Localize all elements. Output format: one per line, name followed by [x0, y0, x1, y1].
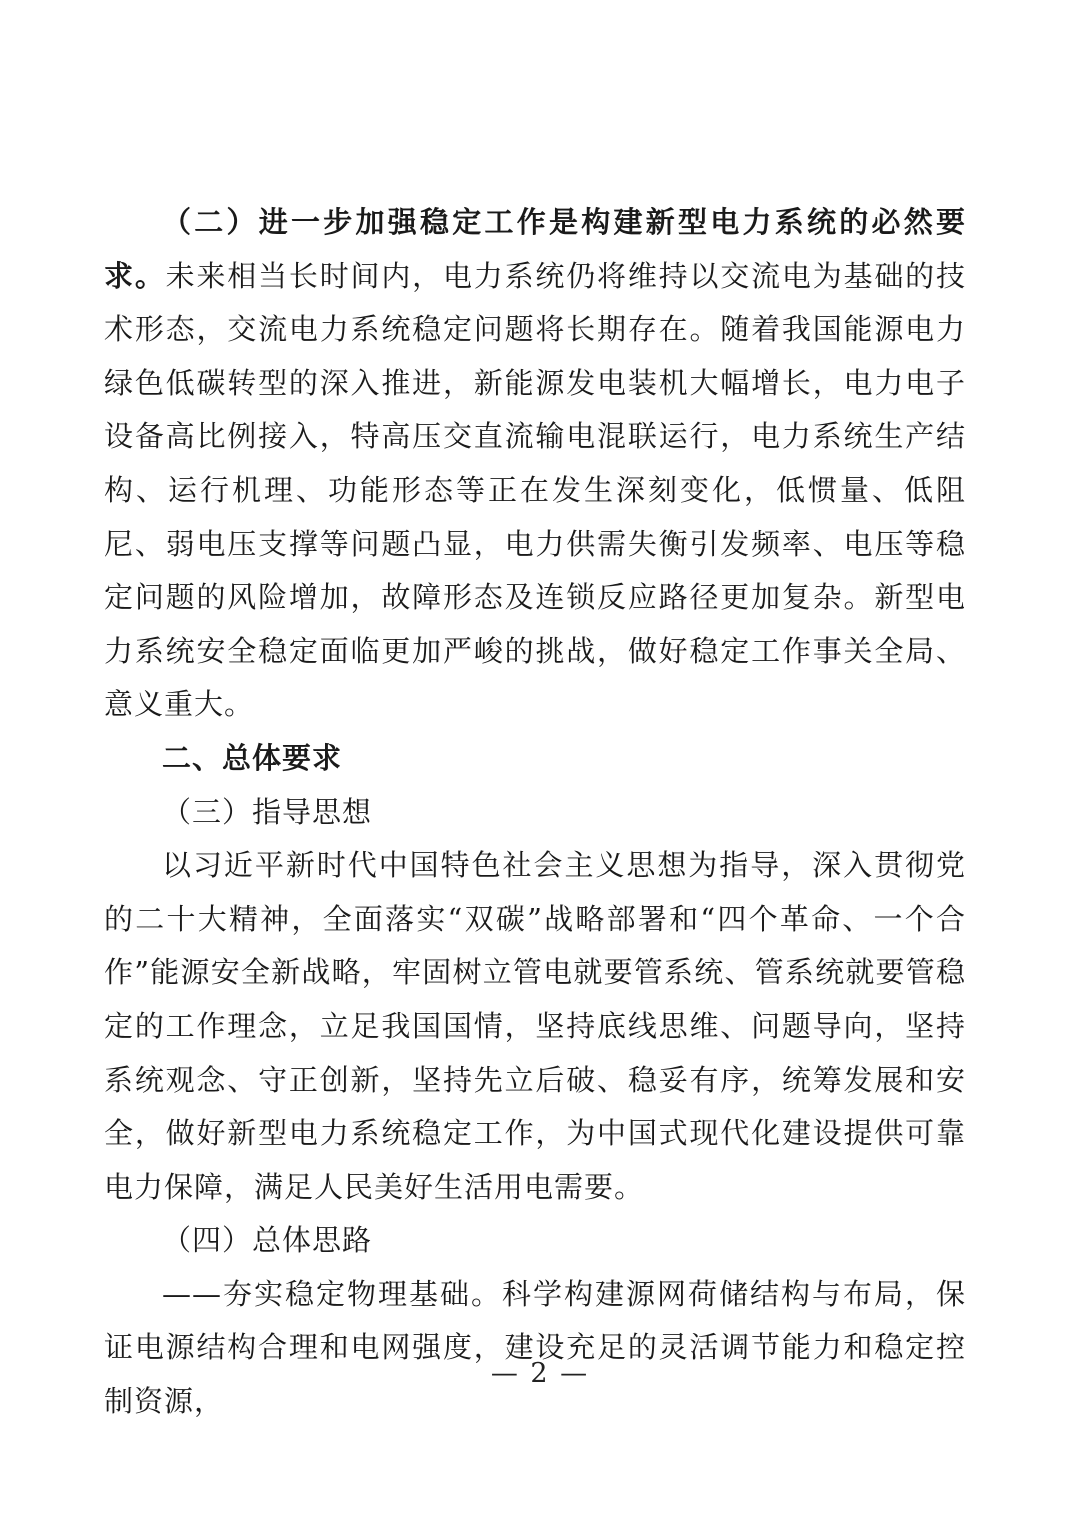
page-number: — 2 —	[490, 1358, 590, 1389]
paragraph-section-4	[104, 1268, 966, 1429]
heading-overall-approach: （四）总体思路	[162, 1223, 373, 1258]
document-page	[104, 196, 966, 1429]
heading-overall-requirements: 二、总体要求	[162, 740, 343, 775]
heading-guiding-ideology: （三）指导思想	[162, 794, 373, 829]
section-2-lead: （二）进一步加强稳定工作是构建新型电力系统的必然要求。	[104, 205, 966, 293]
section-4-lead: ——夯实稳定物理基础。	[162, 1276, 502, 1311]
section-4-body: 科学构建源网荷储结构与布局，保证电源结构合理和电网强度，建设充足的灵活调节能力和稳定控制资源，	[104, 1276, 966, 1419]
paragraph-section-3: 以习近平新时代中国特色社会主义思想为指导，深入贯彻党的二十大精神，全面落实“双碳”战略部署和“四个革命、一个合作”能源安全新战略，牢固树立管电就要管系统、管系统就要管稳定的工作理念，立足我国国情，坚持底线思维、问题导向，坚持系统观念、守正创新，坚持先立后破、稳妥有序，统筹发展和安全，做好新型电力系统稳定工作，为中国式现代化建设提供可靠电力保障，满足人民美好生活用电需要。	[104, 848, 966, 1204]
section-2-body: 未来相当长时间内，电力系统仍将维持以交流电为基础的技术形态，交流电力系统稳定问题将长期存在。随着我国能源电力绿色低碳转型的深入推进，新能源发电装机大幅增长，电力电子设备高比例接入，特高压交直流输电混联运行，电力系统生产结构、运行机理、功能形态等正在发生深刻变化，低惯量、低阻尼、弱电压支撑等问题凸显，电力供需失衡引发频率、电压等稳定问题的风险增加，故障形态及连锁反应路径更加复杂。新型电力系统安全稳定面临更加严峻的挑战，做好稳定工作事关全局、意义重大。	[104, 258, 966, 722]
paragraph-section-2	[104, 196, 966, 732]
